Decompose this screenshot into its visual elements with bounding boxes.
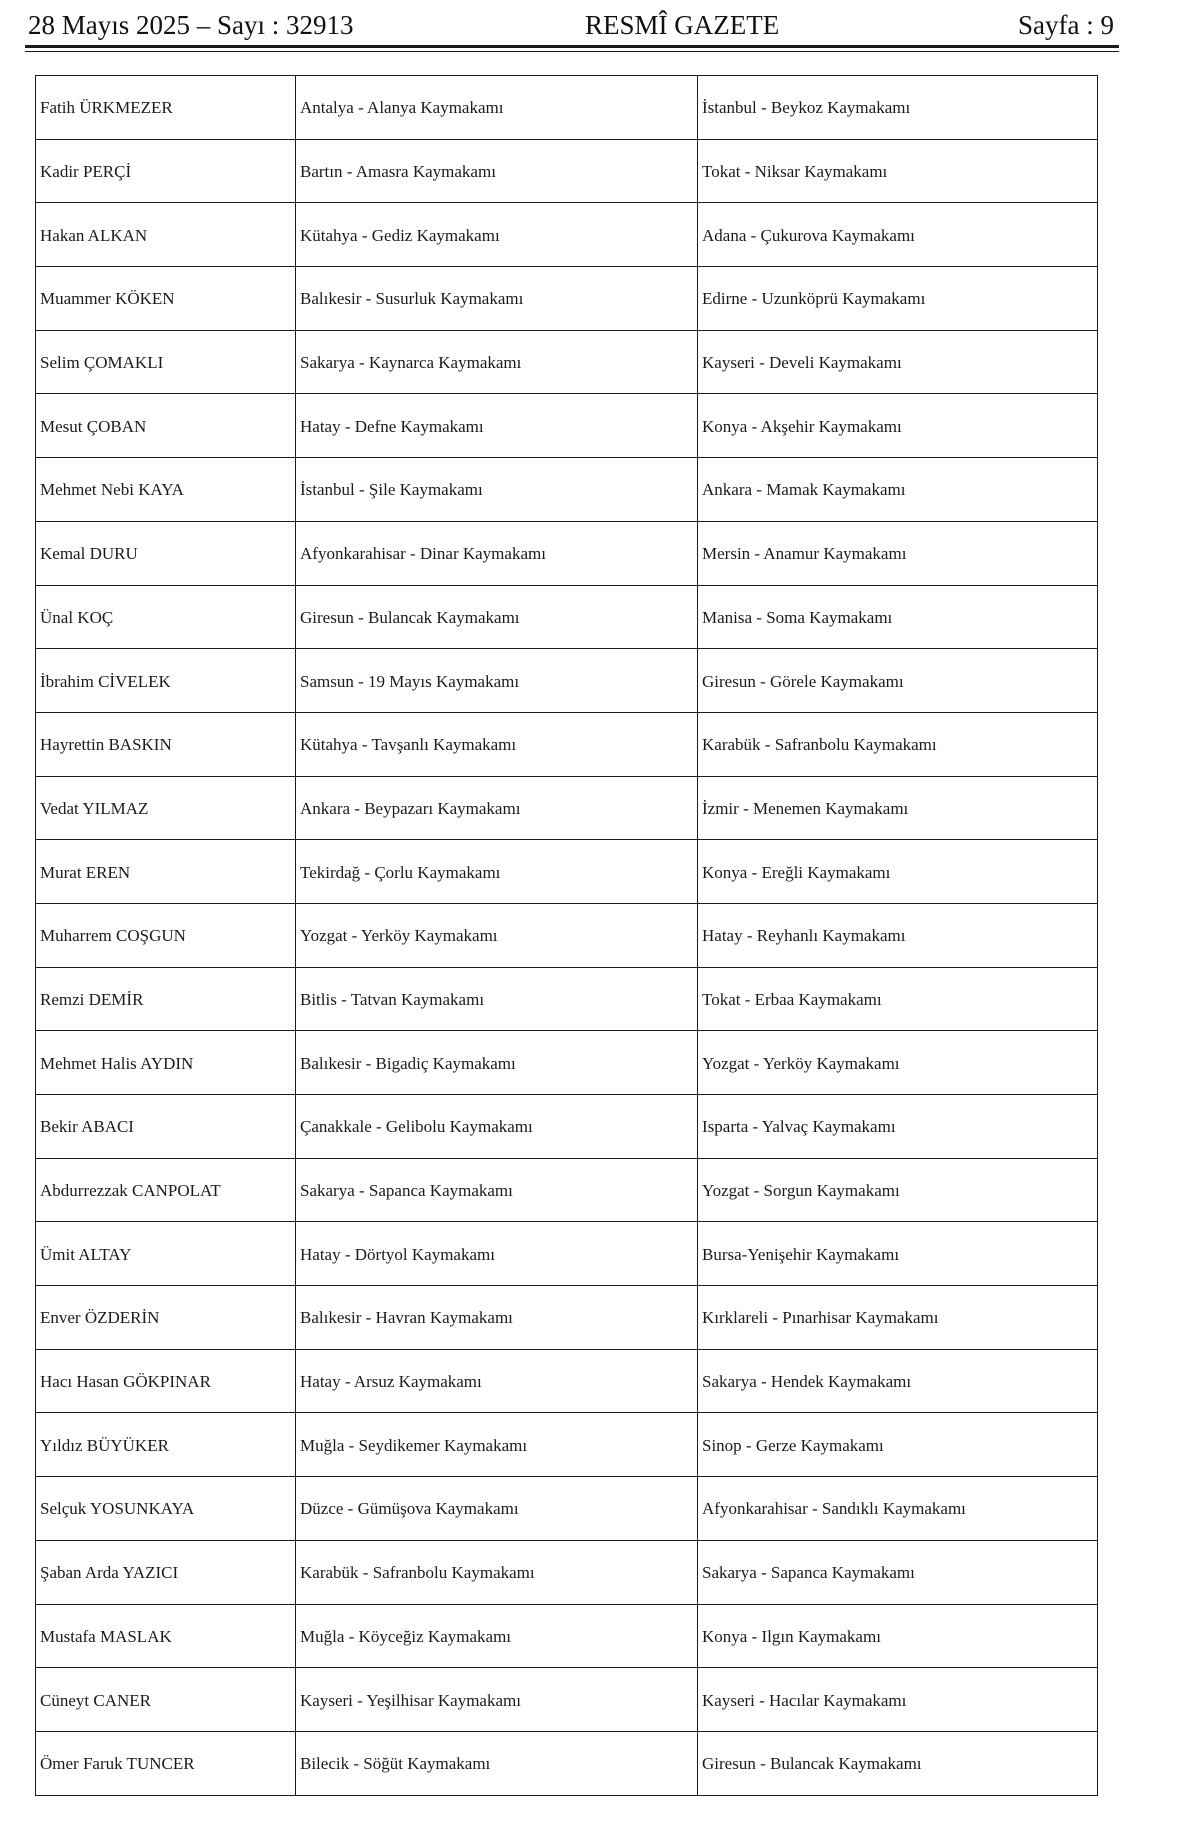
current-post-cell: İstanbul - Şile Kaymakamı — [296, 458, 698, 522]
current-post-cell: Giresun - Bulancak Kaymakamı — [296, 585, 698, 649]
new-post-cell: Kayseri - Develi Kaymakamı — [698, 330, 1098, 394]
new-post-cell: Afyonkarahisar - Sandıklı Kaymakamı — [698, 1477, 1098, 1541]
new-post-cell: Sinop - Gerze Kaymakamı — [698, 1413, 1098, 1477]
current-post-cell: Kütahya - Gediz Kaymakamı — [296, 203, 698, 267]
table-row — [36, 776, 1098, 840]
new-post-cell: Giresun - Görele Kaymakamı — [698, 649, 1098, 713]
new-post-cell: Mersin - Anamur Kaymakamı — [698, 521, 1098, 585]
table-row — [36, 203, 1098, 267]
current-post-cell: Kayseri - Yeşilhisar Kaymakamı — [296, 1668, 698, 1732]
new-post-cell: Karabük - Safranbolu Kaymakamı — [698, 712, 1098, 776]
header-rule-thick — [25, 45, 1119, 48]
person-name-cell: Şaban Arda YAZICI — [36, 1540, 296, 1604]
table-row — [36, 840, 1098, 904]
current-post-cell: Sakarya - Sapanca Kaymakamı — [296, 1158, 698, 1222]
new-post-cell: Sakarya - Hendek Kaymakamı — [698, 1349, 1098, 1413]
person-name-cell: Hayrettin BASKIN — [36, 712, 296, 776]
table-row — [36, 1540, 1098, 1604]
person-name-cell: Cüneyt CANER — [36, 1668, 296, 1732]
current-post-cell: Çanakkale - Gelibolu Kaymakamı — [296, 1095, 698, 1159]
person-name-cell: Enver ÖZDERİN — [36, 1286, 296, 1350]
current-post-cell: Ankara - Beypazarı Kaymakamı — [296, 776, 698, 840]
current-post-cell: Balıkesir - Susurluk Kaymakamı — [296, 267, 698, 331]
page-number: Sayfa : 9 — [1018, 10, 1114, 40]
person-name-cell: Ümit ALTAY — [36, 1222, 296, 1286]
table-row — [36, 1413, 1098, 1477]
new-post-cell: Yozgat - Sorgun Kaymakamı — [698, 1158, 1098, 1222]
header-rule-thin — [25, 51, 1119, 52]
person-name-cell: Muharrem COŞGUN — [36, 903, 296, 967]
person-name-cell: Hacı Hasan GÖKPINAR — [36, 1349, 296, 1413]
gazette-title: RESMÎ GAZETE — [585, 10, 780, 40]
table-row — [36, 1158, 1098, 1222]
new-post-cell: Kayseri - Hacılar Kaymakamı — [698, 1668, 1098, 1732]
new-post-cell: Adana - Çukurova Kaymakamı — [698, 203, 1098, 267]
table-row — [36, 1349, 1098, 1413]
current-post-cell: Yozgat - Yerköy Kaymakamı — [296, 903, 698, 967]
new-post-cell: Ankara - Mamak Kaymakamı — [698, 458, 1098, 522]
new-post-cell: Kırklareli - Pınarhisar Kaymakamı — [698, 1286, 1098, 1350]
new-post-cell: İzmir - Menemen Kaymakamı — [698, 776, 1098, 840]
table-row — [36, 521, 1098, 585]
table-row — [36, 76, 1098, 140]
table-row — [36, 712, 1098, 776]
table-row — [36, 1031, 1098, 1095]
new-post-cell: Yozgat - Yerköy Kaymakamı — [698, 1031, 1098, 1095]
new-post-cell: Tokat - Erbaa Kaymakamı — [698, 967, 1098, 1031]
table-row — [36, 394, 1098, 458]
person-name-cell: Ünal KOÇ — [36, 585, 296, 649]
table-row — [36, 967, 1098, 1031]
person-name-cell: Kemal DURU — [36, 521, 296, 585]
person-name-cell: Mehmet Nebi KAYA — [36, 458, 296, 522]
person-name-cell: Ömer Faruk TUNCER — [36, 1731, 296, 1795]
person-name-cell: Mehmet Halis AYDIN — [36, 1031, 296, 1095]
new-post-cell: İstanbul - Beykoz Kaymakamı — [698, 76, 1098, 140]
person-name-cell: Selçuk YOSUNKAYA — [36, 1477, 296, 1541]
current-post-cell: Tekirdağ - Çorlu Kaymakamı — [296, 840, 698, 904]
person-name-cell: Bekir ABACI — [36, 1095, 296, 1159]
current-post-cell: Bilecik - Söğüt Kaymakamı — [296, 1731, 698, 1795]
new-post-cell: Isparta - Yalvaç Kaymakamı — [698, 1095, 1098, 1159]
new-post-cell: Konya - Akşehir Kaymakamı — [698, 394, 1098, 458]
current-post-cell: Düzce - Gümüşova Kaymakamı — [296, 1477, 698, 1541]
person-name-cell: Selim ÇOMAKLI — [36, 330, 296, 394]
new-post-cell: Hatay - Reyhanlı Kaymakamı — [698, 903, 1098, 967]
current-post-cell: Balıkesir - Havran Kaymakamı — [296, 1286, 698, 1350]
person-name-cell: Hakan ALKAN — [36, 203, 296, 267]
table-row — [36, 1604, 1098, 1668]
current-post-cell: Muğla - Seydikemer Kaymakamı — [296, 1413, 698, 1477]
appointments-table — [35, 75, 1098, 1796]
table-row — [36, 585, 1098, 649]
person-name-cell: İbrahim CİVELEK — [36, 649, 296, 713]
table-row — [36, 649, 1098, 713]
table-row — [36, 1095, 1098, 1159]
person-name-cell: Kadir PERÇİ — [36, 139, 296, 203]
new-post-cell: Manisa - Soma Kaymakamı — [698, 585, 1098, 649]
current-post-cell: Karabük - Safranbolu Kaymakamı — [296, 1540, 698, 1604]
person-name-cell: Muammer KÖKEN — [36, 267, 296, 331]
table-row — [36, 267, 1098, 331]
person-name-cell: Mustafa MASLAK — [36, 1604, 296, 1668]
table-row — [36, 1286, 1098, 1350]
new-post-cell: Konya - Ilgın Kaymakamı — [698, 1604, 1098, 1668]
table-row — [36, 458, 1098, 522]
person-name-cell: Murat EREN — [36, 840, 296, 904]
current-post-cell: Hatay - Arsuz Kaymakamı — [296, 1349, 698, 1413]
person-name-cell: Mesut ÇOBAN — [36, 394, 296, 458]
person-name-cell: Fatih ÜRKMEZER — [36, 76, 296, 140]
new-post-cell: Sakarya - Sapanca Kaymakamı — [698, 1540, 1098, 1604]
current-post-cell: Balıkesir - Bigadiç Kaymakamı — [296, 1031, 698, 1095]
new-post-cell: Bursa-Yenişehir Kaymakamı — [698, 1222, 1098, 1286]
person-name-cell: Remzi DEMİR — [36, 967, 296, 1031]
current-post-cell: Bitlis - Tatvan Kaymakamı — [296, 967, 698, 1031]
person-name-cell: Abdurrezzak CANPOLAT — [36, 1158, 296, 1222]
current-post-cell: Samsun - 19 Mayıs Kaymakamı — [296, 649, 698, 713]
table-row — [36, 330, 1098, 394]
person-name-cell: Vedat YILMAZ — [36, 776, 296, 840]
table-row — [36, 139, 1098, 203]
table-row — [36, 1731, 1098, 1795]
table-row — [36, 1668, 1098, 1732]
table-row — [36, 903, 1098, 967]
current-post-cell: Hatay - Dörtyol Kaymakamı — [296, 1222, 698, 1286]
current-post-cell: Antalya - Alanya Kaymakamı — [296, 76, 698, 140]
current-post-cell: Afyonkarahisar - Dinar Kaymakamı — [296, 521, 698, 585]
current-post-cell: Sakarya - Kaynarca Kaymakamı — [296, 330, 698, 394]
new-post-cell: Giresun - Bulancak Kaymakamı — [698, 1731, 1098, 1795]
new-post-cell: Edirne - Uzunköprü Kaymakamı — [698, 267, 1098, 331]
current-post-cell: Bartın - Amasra Kaymakamı — [296, 139, 698, 203]
current-post-cell: Kütahya - Tavşanlı Kaymakamı — [296, 712, 698, 776]
current-post-cell: Muğla - Köyceğiz Kaymakamı — [296, 1604, 698, 1668]
new-post-cell: Konya - Ereğli Kaymakamı — [698, 840, 1098, 904]
table-row — [36, 1477, 1098, 1541]
table-row — [36, 1222, 1098, 1286]
new-post-cell: Tokat - Niksar Kaymakamı — [698, 139, 1098, 203]
person-name-cell: Yıldız BÜYÜKER — [36, 1413, 296, 1477]
issue-date-number: 28 Mayıs 2025 – Sayı : 32913 — [28, 10, 354, 40]
current-post-cell: Hatay - Defne Kaymakamı — [296, 394, 698, 458]
